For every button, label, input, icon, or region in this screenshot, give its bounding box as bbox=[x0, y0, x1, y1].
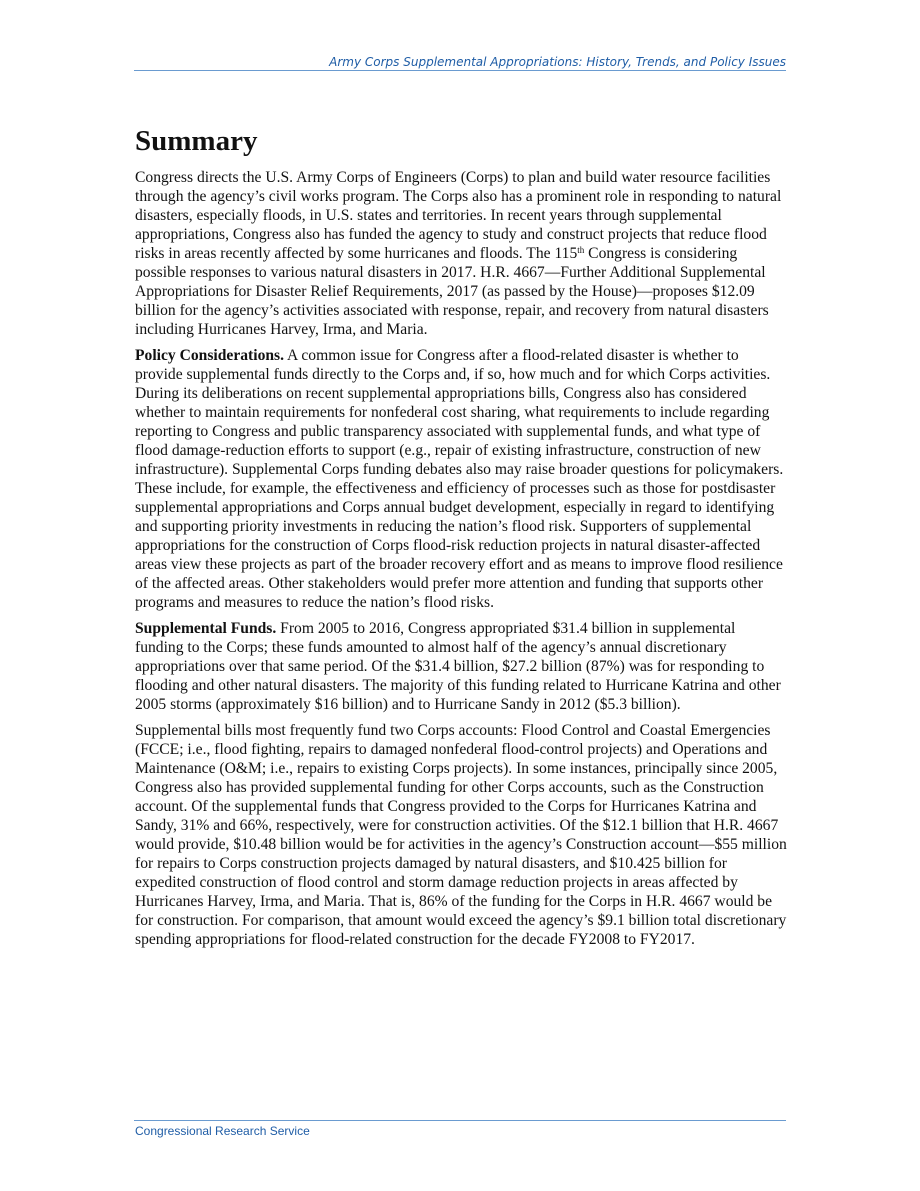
supplemental-funds-text: From 2005 to 2016, Congress appropriated $31.4 billion in supplemental funding to the Corps; these funds amounted to almost half of the agency’s annual discretionary appropriations over that same period. Of the $31.4 billion, $27.2 billion (87%) was for responding to flooding and other natural disasters. The majority of this funding related to Hurricane Katrina and other 2005 storms (approximately $16 billion) and to Hurricane Sandy in 2012 ($5.3 billion). bbox=[135, 620, 781, 713]
paragraph-supplemental-funds bbox=[135, 619, 787, 714]
policy-considerations-heading: Policy Considerations. bbox=[135, 347, 285, 364]
paragraph-corps-accounts: Supplemental bills most frequently fund two Corps accounts: Flood Control and Coastal Emergencies (FCCE; i.e., flood fighting, repairs to damaged nonfederal flood-control projects) and Operations and Maintenance (O&M; i.e., repairs to existing Corps projects). In some instances, principally since 2005, Congress also has provided supplemental funding for other Corps accounts, such as the Construction account. Of the supplemental funds that Congress provided to the Corps for Hurricanes Katrina and Sandy, 31% and 66%, respectively, were for construction activities. Of the $12.1 billion that H.R. 4667 would provide, $10.48 billion would be for activities in the agency’s Construction account—$55 million for repairs to Corps construction projects damaged by natural disasters, and $10.425 billion for expedited construction of flood control and storm damage reduction projects in areas affected by Hurricanes Harvey, Irma, and Maria. That is, 86% of the funding for the Corps in H.R. 4667 would be for construction. For comparison, that amount would exceed the agency’s $9.1 billion total discretionary spending appropriations for flood-related construction for the decade FY2008 to FY2017. bbox=[135, 722, 787, 948]
summary-body bbox=[135, 168, 787, 956]
paragraph-intro bbox=[135, 168, 787, 339]
footer-divider bbox=[134, 1120, 786, 1121]
paragraph-policy-considerations bbox=[135, 346, 787, 612]
header-divider bbox=[134, 70, 786, 71]
supplemental-funds-heading: Supplemental Funds. bbox=[135, 620, 277, 637]
intro-text-part1: Congress directs the U.S. Army Corps of Engineers (Corps) to plan and build water resource facilities through the agency’s civil works program. The Corps also has a prominent role in responding to natural disasters, especially floods, in U.S. states and territories. In recent years through supplemental appropriations, Congress also has funded the agency to study and construct projects that reduce flood risks in areas recently affected by some hurricanes and floods. The 115 bbox=[135, 169, 782, 262]
ordinal-suffix: th bbox=[577, 245, 585, 255]
section-title: Summary bbox=[135, 125, 258, 157]
policy-considerations-text: A common issue for Congress after a flood-related disaster is whether to provide supplemental funds directly to the Corps and, if so, how much and for which Corps activities. During its deliberations on recent supplemental appropriations bills, Congress also has considered whether to maintain requirements for nonfederal cost sharing, what requirements to include regarding reporting to Congress and public transparency associated with supplemental funds, and what type of flood damage-reduction efforts to support (e.g., repair of existing infrastructure, construction of new infrastructure). Supplemental Corps funding debates also may raise broader questions for policymakers. These include, for example, the effectiveness and efficiency of processes such as those for postdisaster supplemental appropriations and Corps annual budget development, especially in regard to identifying and supporting priority investments in reducing the nation’s flood risk. Supporters of supplemental appropriations for the construction of Corps flood-risk reduction projects in natural disaster-affected areas view these projects as part of the broader recovery effort and as means to improve flood resilience of the affected areas. Other stakeholders would prefer more attention and funding that supports other programs and measures to reduce the nation’s flood risks. bbox=[135, 347, 784, 611]
intro-text-part2: Congress is considering possible responses to various natural disasters in 2017. H.R. 4667—Further Additional Supplemental Appropriations for Disaster Relief Requirements, 2017 (as passed by the House)—proposes $12.09 billion for the agency’s activities associated with response, repair, and recovery from natural disasters including Hurricanes Harvey, Irma, and Maria. bbox=[135, 245, 769, 338]
running-header: Army Corps Supplemental Appropriations: History, Trends, and Policy Issues bbox=[329, 55, 786, 69]
footer-publisher: Congressional Research Service bbox=[135, 1124, 310, 1138]
